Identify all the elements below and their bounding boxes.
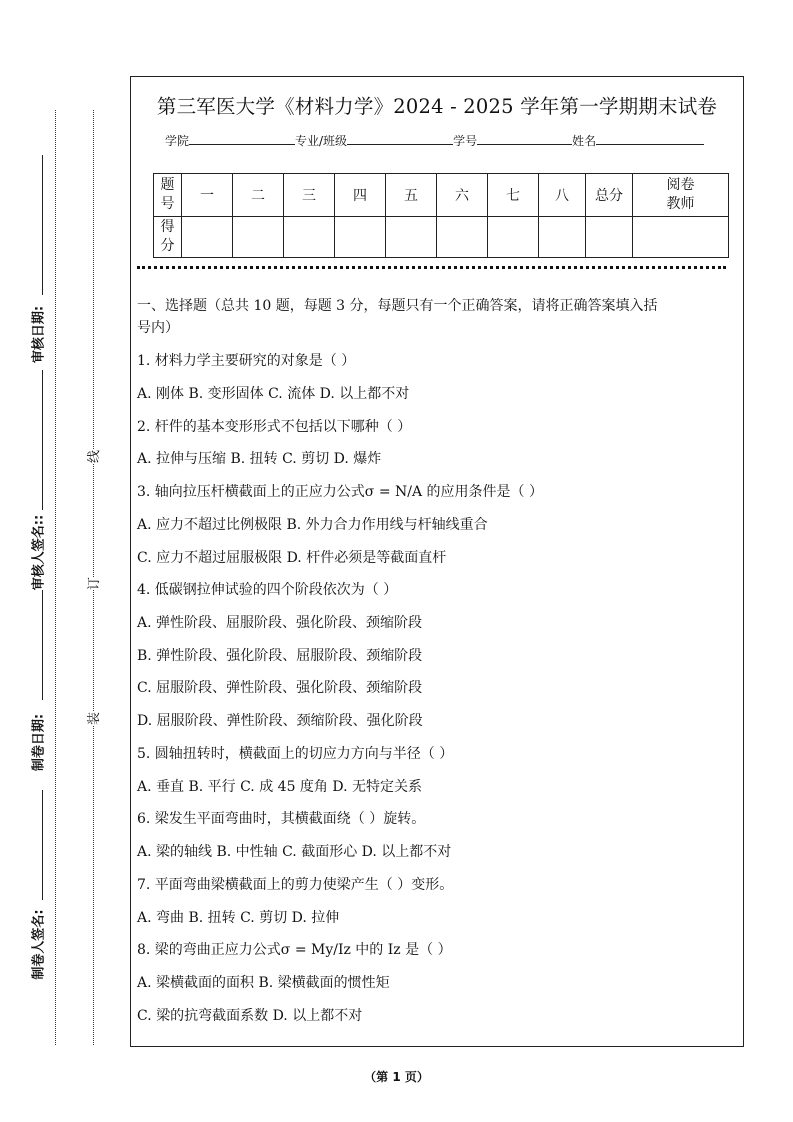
name-field[interactable] [596, 132, 704, 145]
name-label: 姓名 [572, 134, 597, 148]
score-cell[interactable] [182, 217, 233, 258]
section-heading-cont: 号内） [137, 320, 179, 336]
question-4: 4. 低碳钢拉伸试验的四个阶段依次为（ ） [137, 582, 398, 598]
reviewer-signature-field[interactable] [42, 370, 43, 510]
page-number: （第 1 页） [364, 1070, 429, 1084]
score-col-header: 五 [386, 174, 437, 217]
question-8-options-ab: A. 梁横截面的面积 B. 梁横截面的惯性矩 [137, 975, 390, 991]
question-1: 1. 材料力学主要研究的对象是（ ） [137, 353, 356, 369]
question-3: 3. 轴向拉压杆横截面上的正应力公式σ = N/A 的应用条件是（ ） [137, 484, 543, 500]
major-label: 专业/班级 [295, 134, 348, 148]
exam-frame [130, 76, 744, 1047]
college-label: 学院 [165, 134, 190, 148]
seal-char-line: 线 [81, 450, 104, 463]
question-6-options: A. 梁的轴线 B. 中性轴 C. 截面形心 D. 以上都不对 [137, 844, 452, 860]
student-id-label: 学号 [453, 134, 478, 148]
score-cell[interactable] [437, 217, 488, 258]
score-cell[interactable] [539, 217, 586, 258]
signer-field[interactable] [42, 790, 43, 900]
student-id-field[interactable] [477, 132, 572, 145]
score-cell[interactable] [488, 217, 539, 258]
question-4-option-a: A. 弹性阶段、屈服阶段、强化阶段、颈缩阶段 [137, 615, 423, 631]
score-col-header-grader: 阅卷 教师 [633, 174, 729, 217]
question-6: 6. 梁发生平面弯曲时，其横截面绕（ ）旋转。 [137, 811, 426, 827]
question-4-option-c: C. 屈服阶段、弹性阶段、强化阶段、颈缩阶段 [137, 680, 423, 696]
major-field[interactable] [347, 132, 453, 145]
question-1-options: A. 刚体 B. 变形固体 C. 流体 D. 以上都不对 [137, 386, 410, 402]
reviewer-signature-label: 审核人签名:: [31, 514, 47, 591]
date-label: 制卷日期: [31, 713, 47, 772]
question-8: 8. 梁的弯曲正应力公式σ = My/Iz 中的 Iz 是（ ） [137, 942, 452, 958]
question-8-options-cd: C. 梁的抗弯截面系数 D. 以上都不对 [137, 1008, 363, 1024]
student-info-row [165, 132, 704, 149]
question-5-options: A. 垂直 B. 平行 C. 成 45 度角 D. 无特定关系 [137, 779, 423, 795]
review-date-field[interactable] [42, 155, 43, 295]
score-cell-total[interactable] [586, 217, 633, 258]
question-2: 2. 杆件的基本变形形式不包括以下哪种（ ） [137, 419, 412, 435]
score-cell[interactable] [335, 217, 386, 258]
score-cell[interactable] [233, 217, 284, 258]
exam-title: 第三军医大学《材料力学》2024 - 2025 学年第一学期期末试卷 [156, 95, 718, 118]
score-col-header: 一 [182, 174, 233, 217]
question-4-option-d: D. 屈服阶段、弹性阶段、颈缩阶段、强化阶段 [137, 713, 423, 729]
date-field[interactable] [42, 590, 43, 700]
score-col-header-total: 总分 [586, 174, 633, 217]
question-5: 5. 圆轴扭转时，横截面上的切应力方向与半径（ ） [137, 746, 454, 762]
score-cell-grader[interactable] [633, 217, 729, 258]
score-row-header-question: 题 号 [154, 174, 182, 217]
question-7-options: A. 弯曲 B. 扭转 C. 剪切 D. 拉伸 [137, 910, 340, 926]
score-col-header: 七 [488, 174, 539, 217]
dotted-separator [137, 266, 726, 269]
dotted-line-outer [55, 110, 56, 1045]
seal-char-pack: 装 [81, 712, 104, 725]
score-row-header-points: 得 分 [154, 217, 182, 258]
signer-label: 制卷人签名: [31, 909, 47, 980]
question-4-option-b: B. 弹性阶段、强化阶段、屈服阶段、颈缩阶段 [137, 648, 423, 664]
score-cell[interactable] [284, 217, 335, 258]
college-field[interactable] [189, 132, 295, 145]
section-heading: 一、选择题（总共 10 题，每题 3 分，每题只有一个正确答案，请将正确答案填入括 [137, 298, 658, 314]
binding-margin [0, 0, 128, 1122]
question-7: 7. 平面弯曲梁横截面上的剪力使梁产生（ ）变形。 [137, 877, 454, 893]
score-col-header: 四 [335, 174, 386, 217]
score-table [153, 173, 729, 258]
question-3-options-cd: C. 应力不超过屈服极限 D. 杆件必须是等截面直杆 [137, 550, 447, 566]
seal-char-bind: 订 [81, 577, 104, 590]
score-col-header: 二 [233, 174, 284, 217]
score-col-header: 三 [284, 174, 335, 217]
score-col-header: 八 [539, 174, 586, 217]
question-3-options-ab: A. 应力不超过比例极限 B. 外力合力作用线与杆轴线重合 [137, 517, 488, 533]
score-col-header: 六 [437, 174, 488, 217]
review-date-label: 审核日期: [31, 305, 47, 364]
score-cell[interactable] [386, 217, 437, 258]
question-2-options: A. 拉伸与压缩 B. 扭转 C. 剪切 D. 爆炸 [137, 451, 382, 467]
